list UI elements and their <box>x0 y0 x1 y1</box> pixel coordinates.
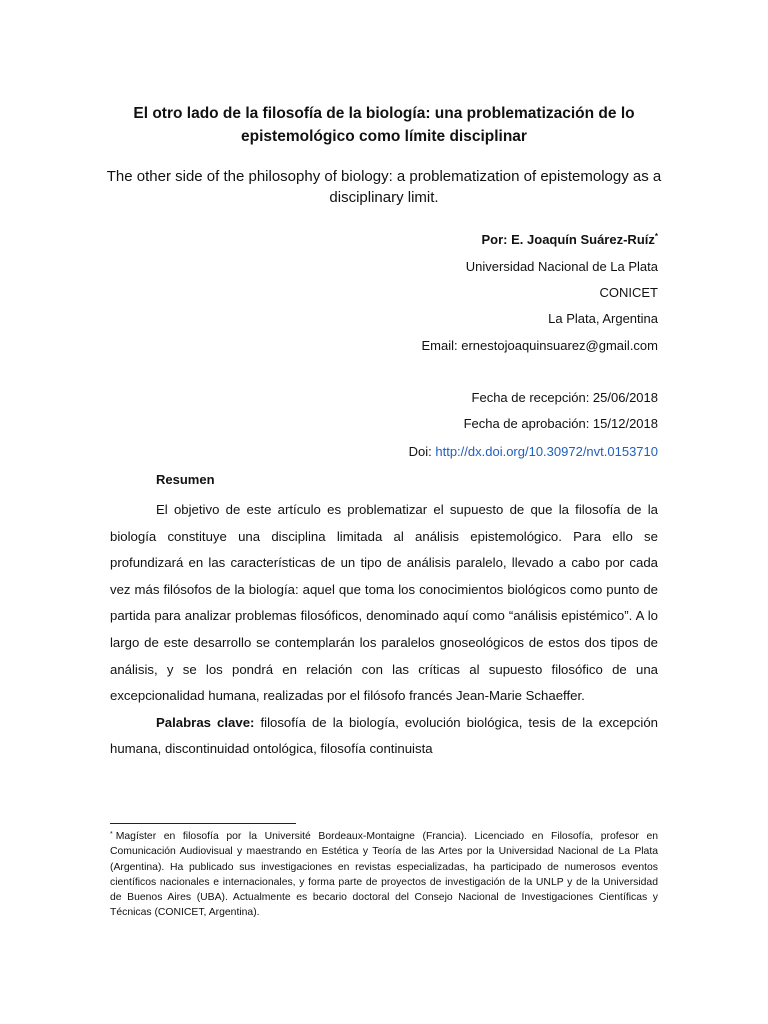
author-institution: Universidad Nacional de La Plata <box>465 259 658 274</box>
approved-date: Fecha de aprobación: 15/12/2018 <box>463 416 658 431</box>
abstract-body: El objetivo de este artículo es problematizar el supuesto de que la filosofía de la biología constituye una disciplina limitada al análisis epistemológico. Para ello se profundizará en las características de un tipo de análisis paralelo, llevado a cabo por cada vez más filósofos de la biología: aquel que toma los conocimientos biológicos como punto de partida para analizar problemas filosóficos, denominado aquí como “análisis epistémico”. A lo largo de este desarrollo se contemplarán los paralelos gnoseológicos de estos dos tipos de análisis, y se los pondrá en relación con las críticas al supuesto filosófico de una excepcionalidad humana, realizadas por el filósofo francés Jean-Marie Schaeffer. <box>110 502 658 704</box>
received-date: Fecha de recepción: 25/06/2018 <box>471 390 658 405</box>
abstract-section <box>110 497 658 763</box>
author-name: Por: E. Joaquín Suárez-Ruíz <box>481 232 655 247</box>
keywords-label: Palabras clave: <box>156 714 255 730</box>
author-council: CONICET <box>599 285 658 300</box>
doi-label: Doi: <box>408 444 436 459</box>
doi-line <box>409 444 658 460</box>
footnote-marker: * <box>110 831 113 838</box>
footnote-text: Magíster en filosofía por la Université Bordeaux-Montaigne (Francia). Licenciado en Filosofía, profesor en Comunicación Audiovisual y maestrando en Estética y Teoría de las Artes por la Universidad Nacional de La Plata (Argentina). Ha publicado sus investigaciones en revistas especializadas, ha participado de numerosos eventos científicos nacionales e internacionales, y forma parte de proyectos de investigación de la UNLP y de la Universidad de Buenos Aires (UBA). Actualmente es becario doctoral del Consejo Nacional de Investigaciones Científicas y Técnicas (CONICET, Argentina). <box>110 831 658 919</box>
keywords-list: filosofía de la biología, evolución biológica, tesis de la excepción humana, discontinuidad ontológica, filosofía continuista <box>110 714 659 757</box>
footnote-separator <box>110 823 296 824</box>
author-byline <box>482 232 658 248</box>
paper-subtitle-english: The other side of the philosophy of biology: a problematization of epistemology as a disciplinary limit. <box>106 168 662 206</box>
author-footnote <box>110 829 658 921</box>
author-location: La Plata, Argentina <box>548 311 658 326</box>
doi-link[interactable]: http://dx.doi.org/10.30972/nvt.0153710 <box>435 444 658 459</box>
paper-title: El otro lado de la filosofía de la biología: una problematización de lo epistemológico como límite disciplinar <box>133 105 635 145</box>
keywords-paragraph <box>110 710 658 763</box>
author-footnote-marker[interactable]: * <box>654 232 658 241</box>
abstract-heading: Resumen <box>156 472 215 487</box>
author-email: Email: ernestojoaquinsuarez@gmail.com <box>421 338 658 353</box>
